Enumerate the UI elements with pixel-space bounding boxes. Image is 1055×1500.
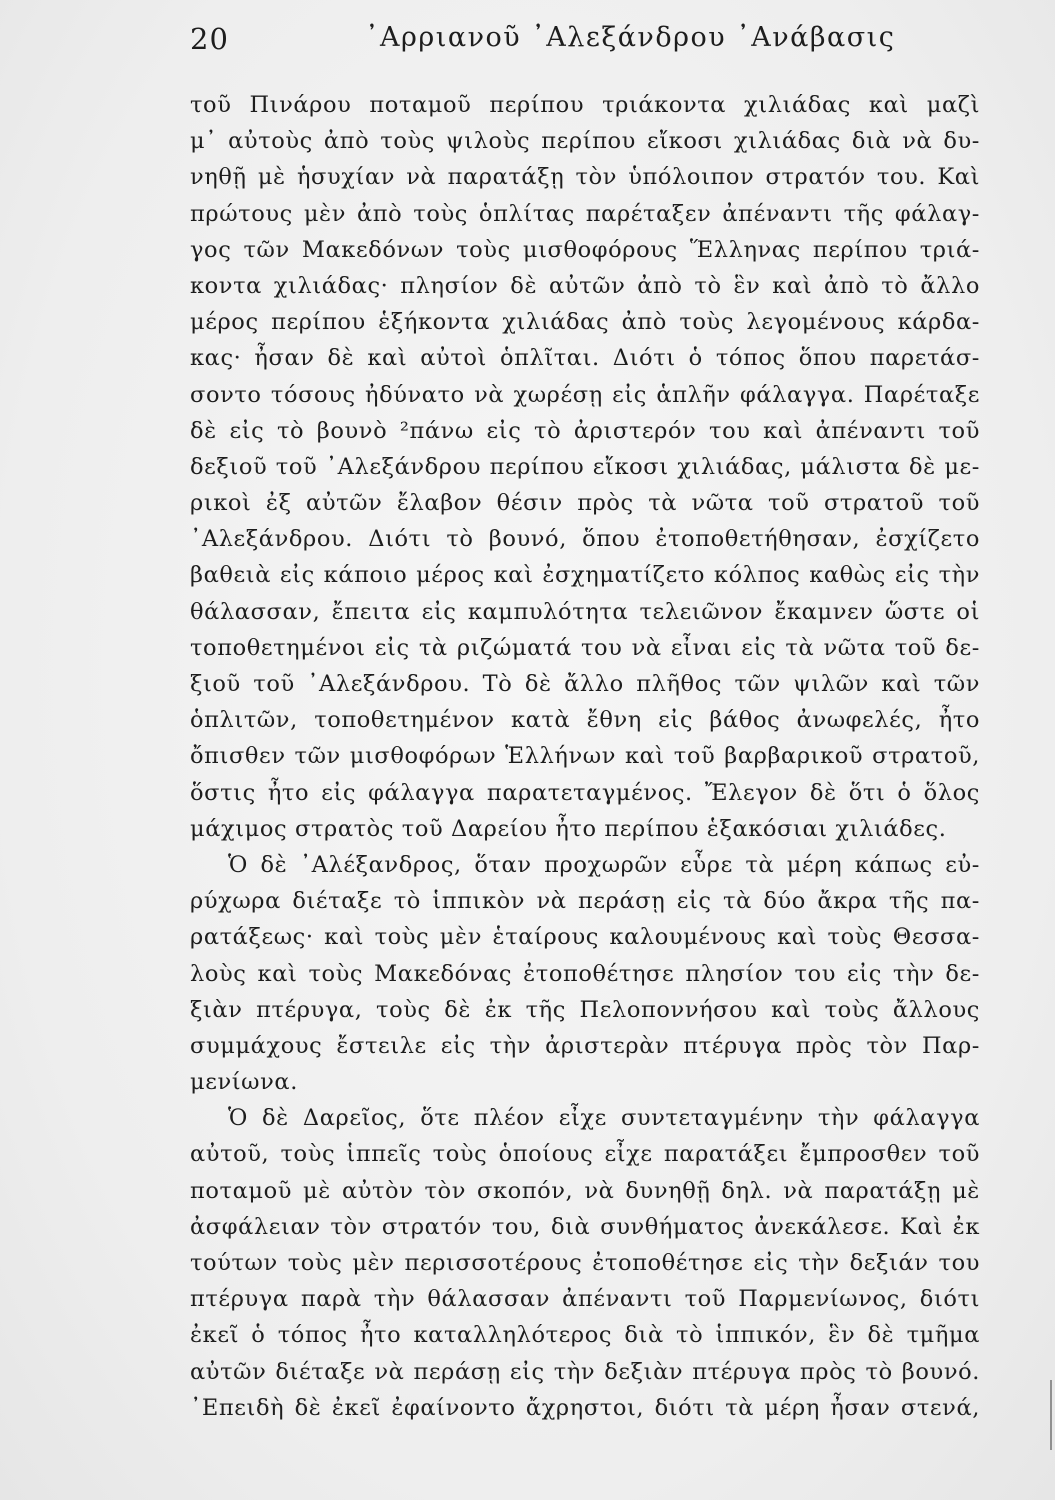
- text-line: ἀσφάλειαν τὸν στρατόν του, διὰ συνθήματος ἀνεκάλεσε. Καὶ ἐκ: [190, 1213, 980, 1240]
- text-line: κας· ἦσαν δὲ καὶ αὐτοὶ ὁπλῖται. Διότι ὁ τόπος ὅπου παρετάσ-: [190, 345, 980, 372]
- body-text: [190, 87, 980, 1426]
- text-line: Ὁ δὲ Δαρεῖος, ὅτε πλέον εἶχε συντεταγμένην τὴν φάλαγγα: [228, 1105, 980, 1132]
- text-line: πτέρυγα παρὰ τὴν θάλασσαν ἀπέναντι τοῦ Παρμενίωνος, διότι: [190, 1286, 980, 1313]
- text-line: μάχιμος στρατὸς τοῦ Δαρείου ἦτο περίπου ἑξακόσιαι χιλιάδες.: [190, 815, 947, 842]
- page-edge-mark: [1050, 1380, 1052, 1450]
- text-line: τοῦ Πινάρου ποταμοῦ περίπου τριάκοντα χιλιάδας καὶ μαζὶ: [190, 92, 980, 118]
- text-line: τοποθετημένοι εἰς τὰ ριζώματά του νὰ εἶναι εἰς τὰ νῶτα τοῦ δε-: [190, 634, 980, 661]
- text-line: ξιὰν πτέρυγα, τοὺς δὲ ἐκ τῆς Πελοποννήσου καὶ τοὺς ἄλλους: [190, 996, 980, 1023]
- text-line: τούτων τοὺς μὲν περισσοτέρους ἐτοποθέτησε εἰς τὴν δεξιάν του: [190, 1250, 980, 1276]
- page-header: [190, 22, 970, 66]
- text-line: ὄπισθεν τῶν μισθοφόρων Ἑλλήνων καὶ τοῦ βαρβαρικοῦ στρατοῦ,: [190, 743, 980, 770]
- text-line: γος τῶν Μακεδόνων τοὺς μισθοφόρους Ἕλληνας περίπου τριά-: [190, 236, 980, 263]
- page-number: 20: [190, 22, 229, 56]
- text-line: λοὺς καὶ τοὺς Μακεδόνας ἐτοποθέτησε πλησίον του εἰς τὴν δε-: [190, 960, 980, 987]
- running-title: ᾿Αρριανοῦ ᾿Αλεξάνδρου ᾿Ανάβασις: [365, 22, 896, 53]
- text-line: συμμάχους ἔστειλε εἰς τὴν ἀριστερὰν πτέρυγα πρὸς τὸν Παρ-: [190, 1032, 980, 1059]
- text-line: θάλασσαν, ἔπειτα εἰς καμπυλότητα τελειῶνον ἔκαμνεν ὥστε οἱ: [190, 598, 980, 625]
- text-line: ποταμοῦ μὲ αὐτὸν τὸν σκοπόν, νὰ δυνηθῇ δηλ. νὰ παρατάξῃ μὲ: [190, 1177, 980, 1204]
- text-line: δὲ εἰς τὸ βουνὸ ²πάνω εἰς τὸ ἀριστερόν του καὶ ἀπέναντι τοῦ: [190, 417, 980, 444]
- text-line: πρώτους μὲν ἀπὸ τοὺς ὁπλίτας παρέταξεν ἀπέναντι τῆς φάλαγ-: [190, 200, 980, 227]
- text-line: μενίωνα.: [190, 1069, 298, 1096]
- text-line: ἐκεῖ ὁ τόπος ἦτο καταλληλότερος διὰ τὸ ἱππικόν, ἓν δὲ τμῆμα: [190, 1322, 980, 1349]
- text-line: αὐτοῦ, τοὺς ἱππεῖς τοὺς ὁποίους εἶχε παρατάξει ἔμπροσθεν τοῦ: [190, 1141, 980, 1168]
- text-line: δεξιοῦ τοῦ ᾿Αλεξάνδρου περίπου εἴκοσι χιλιάδας, μάλιστα δὲ με-: [190, 453, 980, 480]
- text-line: αὐτῶν διέταξε νὰ περάσῃ εἰς τὴν δεξιὰν πτέρυγα πρὸς τὸ βουνό.: [190, 1358, 980, 1385]
- text-line: ᾿Επειδὴ δὲ ἐκεῖ ἐφαίνοντο ἄχρηστοι, διότι τὰ μέρη ἦσαν στενά,: [190, 1394, 980, 1421]
- text-line: ξιοῦ τοῦ ᾿Αλεξάνδρου. Τὸ δὲ ἄλλο πλῆθος τῶν ψιλῶν καὶ τῶν: [190, 671, 980, 697]
- text-line: ρύχωρα διέταξε τὸ ἱππικὸν νὰ περάσῃ εἰς τὰ δύο ἄκρα τῆς πα-: [190, 888, 980, 915]
- text-line: μέρος περίπου ἑξήκοντα χιλιάδας ἀπὸ τοὺς λεγομένους κάρδα-: [190, 309, 980, 336]
- text-line: ᾿Αλεξάνδρου. Διότι τὸ βουνό, ὅπου ἐτοποθετήθησαν, ἐσχίζετο: [190, 526, 980, 553]
- text-line: σοντο τόσους ἠδύνατο νὰ χωρέσῃ εἰς ἁπλῆν φάλαγγα. Παρέταξε: [190, 381, 980, 408]
- text-line: μ᾿ αὐτοὺς ἀπὸ τοὺς ψιλοὺς περίπου εἴκοσι χιλιάδας διὰ νὰ δυ-: [190, 128, 980, 155]
- text-line: Ὁ δὲ ᾿Αλέξανδρος, ὅταν προχωρῶν εὗρε τὰ μέρη κάπως εὐ-: [228, 851, 980, 878]
- text-line: ρικοὶ ἐξ αὐτῶν ἔλαβον θέσιν πρὸς τὰ νῶτα τοῦ στρατοῦ τοῦ: [190, 490, 980, 517]
- text-line: βαθειὰ εἰς κάποιο μέρος καὶ ἐσχηματίζετο κόλπος καθὼς εἰς τὴν: [190, 562, 980, 589]
- text-line: νηθῇ μὲ ἡσυχίαν νὰ παρατάξῃ τὸν ὑπόλοιπον στρατόν του. Καὶ: [190, 164, 980, 191]
- text-line: ρατάξεως· καὶ τοὺς μὲν ἑταίρους καλουμένους καὶ τοὺς Θεσσα-: [190, 924, 980, 951]
- text-line: ὁπλιτῶν, τοποθετημένον κατὰ ἔθνη εἰς βάθος ἀνωφελές, ἦτο: [190, 707, 980, 734]
- text-line: κοντα χιλιάδας· πλησίον δὲ αὐτῶν ἀπὸ τὸ ἓν καὶ ἀπὸ τὸ ἄλλο: [190, 272, 980, 299]
- text-line: ὅστις ἦτο εἰς φάλαγγα παρατεταγμένος. Ἔλεγον δὲ ὅτι ὁ ὅλος: [190, 779, 980, 806]
